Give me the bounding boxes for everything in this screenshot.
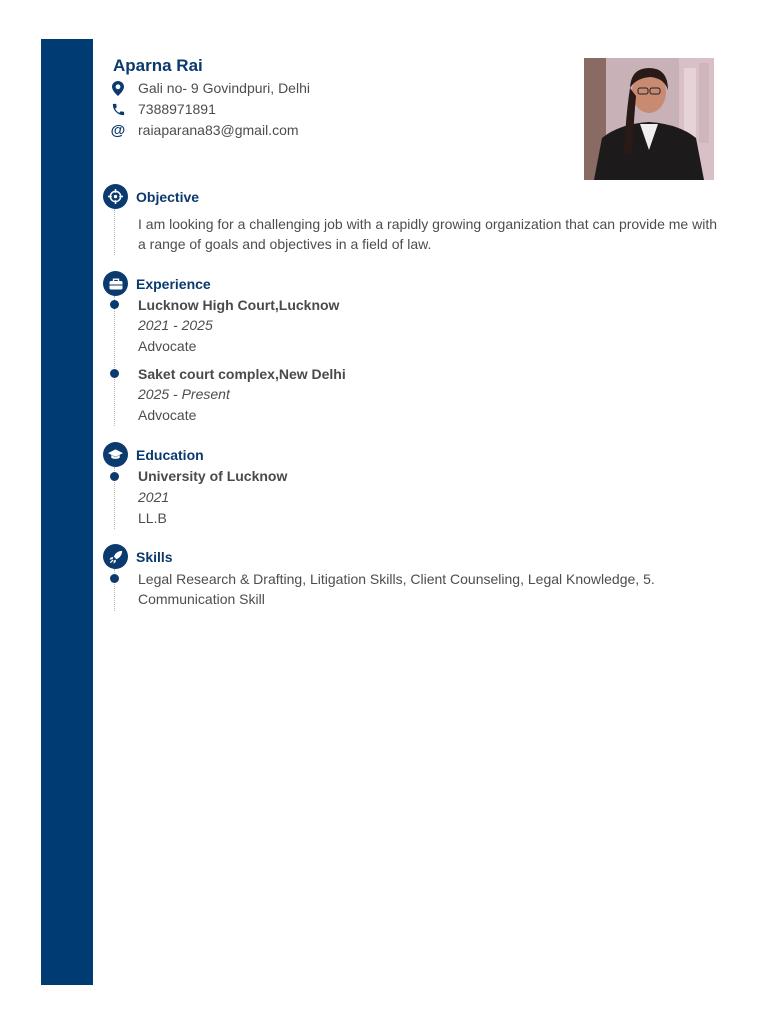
experience-period: 2021 - 2025 xyxy=(138,317,213,333)
objective-timeline xyxy=(114,209,115,255)
contact-address xyxy=(108,78,310,98)
experience-heading xyxy=(103,271,211,296)
objective-heading xyxy=(103,184,199,209)
target-icon xyxy=(103,184,128,209)
experience-bullet xyxy=(110,369,119,378)
experience-role: Advocate xyxy=(138,338,197,354)
phone-text: 7388971891 xyxy=(138,101,216,117)
objective-text: I am looking for a challenging job with a rapidly growing organization that can provide me with a range of goals and objectives in a field of law. xyxy=(138,216,717,252)
map-pin-icon xyxy=(108,78,128,98)
graduation-cap-icon xyxy=(103,442,128,467)
experience-role: Advocate xyxy=(138,407,197,423)
candidate-name: Aparna Rai xyxy=(113,56,203,75)
education-school: University of Lucknow xyxy=(138,468,288,484)
education-heading xyxy=(103,442,204,467)
briefcase-icon xyxy=(103,271,128,296)
experience-timeline xyxy=(114,296,115,426)
email-text: raiaparana83@gmail.com xyxy=(138,122,299,138)
objective-title: Objective xyxy=(136,188,200,205)
address-text: Gali no- 9 Govindpuri, Delhi xyxy=(138,80,310,96)
experience-title: Experience xyxy=(136,275,211,292)
skills-heading xyxy=(103,544,173,569)
at-sign-icon: @ xyxy=(110,121,126,139)
skills-title: Skills xyxy=(136,548,173,565)
experience-period: 2025 - Present xyxy=(138,386,230,402)
rocket-icon xyxy=(103,544,128,569)
experience-org: Saket court complex,New Delhi xyxy=(138,366,346,382)
skills-text: Legal Research & Drafting, Litigation Skills, Client Counseling, Legal Knowledge, 5. Communication Skill xyxy=(138,571,655,607)
experience-org: Lucknow High Court,Lucknow xyxy=(138,297,340,313)
education-degree: LL.B xyxy=(138,510,167,526)
contact-phone xyxy=(108,99,216,119)
education-bullet xyxy=(110,472,119,481)
phone-icon xyxy=(108,99,128,119)
profile-photo xyxy=(584,58,714,180)
experience-bullet xyxy=(110,300,119,309)
education-title: Education xyxy=(136,446,204,463)
sidebar-band xyxy=(41,39,93,985)
contact-email xyxy=(108,120,299,140)
skills-bullet xyxy=(110,574,119,583)
education-year: 2021 xyxy=(138,489,170,505)
